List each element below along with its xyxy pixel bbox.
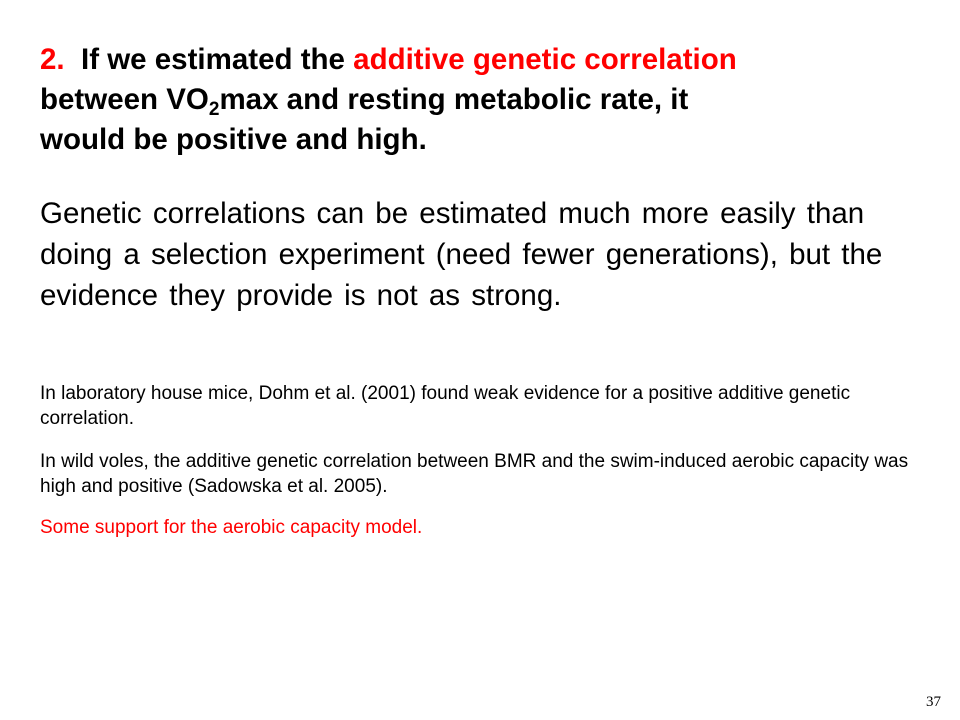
heading-subscript: 2 <box>208 99 220 120</box>
slide-number: 37 <box>926 694 941 710</box>
slide-heading <box>40 40 940 160</box>
detail-paragraph-mice: In laboratory house mice, Dohm et al. (2001) found weak evidence for a positive additive genetic correlation. <box>40 383 851 429</box>
detail-paragraph-voles: In wild voles, the additive genetic correlation between BMR and the swim-induced aerobic capacity was high and positive (Sadowska et al. 2005). <box>40 451 909 497</box>
main-paragraph: Genetic correlations can be estimated much more easily than doing a selection experiment (need fewer generations), but the evidence they provide is not as strong. <box>40 197 883 312</box>
conclusion-text: Some support for the aerobic capacity model. <box>40 517 423 538</box>
heading-number: 2. <box>40 43 65 76</box>
heading-line3: would be positive and high. <box>40 123 427 156</box>
heading-lead: If we estimated the <box>81 43 345 76</box>
heading-highlight: additive genetic correlation <box>353 43 737 76</box>
heading-line2-post: max and resting metabolic rate, it <box>219 83 689 116</box>
heading-line2-pre: between VO <box>40 83 209 116</box>
